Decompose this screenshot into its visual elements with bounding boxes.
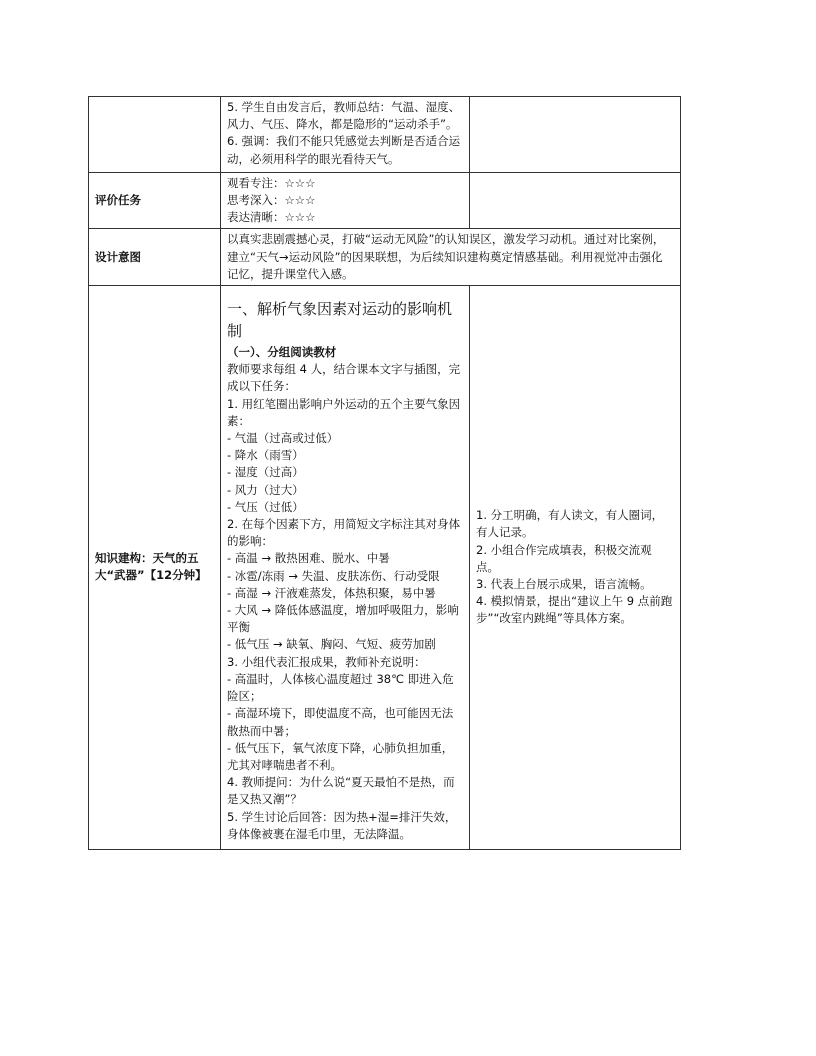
knowledge-line: 4. 教师提问：为什么说“夏天最怕不是热，而是又热又潮”？ bbox=[227, 775, 455, 807]
knowledge-line: - 低气压 → 缺氧、胸闷、气短、疲劳加剧 bbox=[227, 637, 436, 652]
empty-label-cell bbox=[89, 97, 221, 173]
activity-line: 2. 小组合作完成填表，积极交流观点。 bbox=[476, 542, 652, 574]
evaluation-cell bbox=[221, 172, 470, 229]
knowledge-line: 5. 学生讨论后回答：因为热+湿=排汗失效，身体像被裹在湿毛巾里，无法降温。 bbox=[227, 809, 457, 841]
activity-notes-cell bbox=[470, 286, 681, 850]
activity-line: 4. 模拟情景，提出“建议上午 9 点前跑步”“改室内跳绳”等具体方案。 bbox=[476, 594, 673, 626]
activity-line: 1. 分工明确，有人读文，有人圈词，有人记录。 bbox=[476, 508, 664, 540]
lesson-plan-table bbox=[88, 96, 681, 850]
section-subheading: （一）、分组阅读教材 bbox=[227, 345, 337, 360]
knowledge-line: 2. 在每个因素下方，用简短文字标注其对身体的影响： bbox=[227, 517, 461, 549]
knowledge-line: - 大风 → 降低体感温度，增加呼吸阻力，影响平衡 bbox=[227, 603, 459, 635]
knowledge-line: 3. 小组代表汇报成果，教师补充说明： bbox=[227, 654, 426, 669]
knowledge-line: 教师要求每组 4 人，结合课本文字与插图，完成以下任务： bbox=[227, 362, 461, 394]
knowledge-line: - 高湿 → 汗液难蒸发，体热积聚，易中暑 bbox=[227, 585, 436, 600]
knowledge-line: - 湿度（过高） bbox=[227, 465, 304, 480]
knowledge-line: - 高温时，人体核心温度超过 38℃ 即进入危险区； bbox=[227, 671, 454, 704]
knowledge-line: - 气压（过低） bbox=[227, 499, 304, 514]
knowledge-line: - 低气压下，氧气浓度下降，心肺负担加重，尤其对哮喘患者不利。 bbox=[227, 740, 454, 772]
section-heading: 一、解析气象因素对运动的影响机制 bbox=[227, 300, 453, 341]
activity-line: 3. 代表上台展示成果，语言流畅。 bbox=[476, 577, 652, 592]
summary-line: 6. 强调：我们不能只凭感觉去判断是否适合运动，必须用科学的眼光看待天气。 bbox=[227, 134, 461, 166]
empty-notes-cell bbox=[470, 97, 681, 173]
summary-cell bbox=[221, 97, 470, 173]
evaluation-line: 观看专注：☆☆☆ bbox=[227, 175, 316, 190]
design-intent-label: 设计意图 bbox=[89, 229, 221, 286]
knowledge-line: - 降水（雨雪） bbox=[227, 448, 304, 463]
evaluation-line: 思考深入：☆☆☆ bbox=[227, 193, 316, 208]
knowledge-line: - 冰雹/冻雨 → 失温、皮肤冻伤、行动受限 bbox=[227, 568, 440, 583]
knowledge-label: 知识建构：天气的五大“武器”【12分钟】 bbox=[89, 286, 221, 850]
evaluation-label: 评价任务 bbox=[89, 172, 221, 229]
table-row-knowledge bbox=[89, 286, 681, 850]
knowledge-line: 1. 用红笔圈出影响户外运动的五个主要气象因素： bbox=[227, 396, 461, 428]
table-row-evaluation bbox=[89, 172, 681, 229]
knowledge-line: - 高湿环境下，即使温度不高，也可能因无法散热而中暑； bbox=[227, 706, 454, 738]
knowledge-line: - 气温（过高或过低） bbox=[227, 431, 339, 446]
empty-notes-cell bbox=[470, 172, 681, 229]
knowledge-line: - 风力（过大） bbox=[227, 482, 304, 497]
design-intent-text: 以真实悲剧震撼心灵，打破“运动无风险”的认知误区，激发学习动机。通过对比案例，建立“天气→运动风险”的因果联想，为后续知识建构奠定情感基础。利用视觉冲击强化记忆，提升课堂代入感。 bbox=[221, 229, 681, 286]
knowledge-cell bbox=[221, 286, 470, 850]
summary-line: 5. 学生自由发言后，教师总结：气温、湿度、风力、气压、降水，都是隐形的“运动杀手”。 bbox=[227, 100, 461, 132]
table-row-design-intent bbox=[89, 229, 681, 286]
table-row-summary bbox=[89, 97, 681, 173]
knowledge-line: - 高温 → 散热困难、脱水、中暑 bbox=[227, 551, 390, 566]
evaluation-line: 表达清晰：☆☆☆ bbox=[227, 210, 316, 225]
